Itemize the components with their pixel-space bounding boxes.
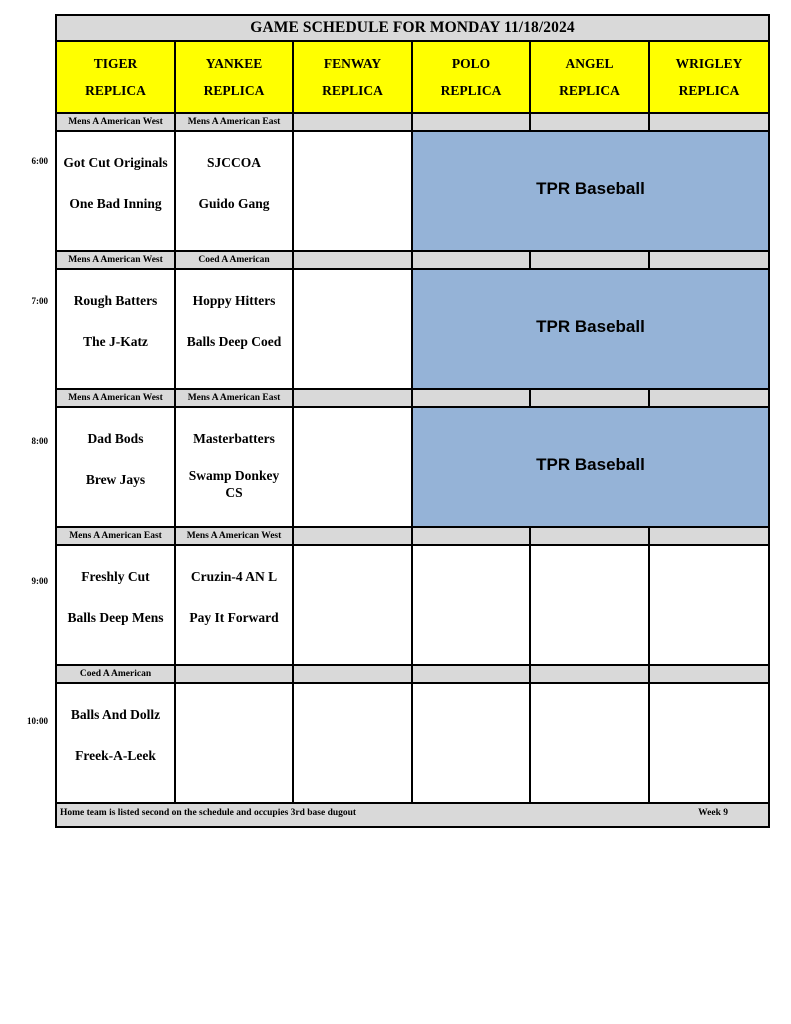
footer-row (56, 803, 769, 827)
empty-game-cell (412, 683, 530, 803)
division-empty (175, 665, 293, 683)
empty-game-cell (649, 683, 769, 803)
game-cell (175, 545, 293, 665)
division-label: Mens A American West (56, 389, 175, 407)
away-team: Hoppy Hitters (192, 293, 276, 308)
home-team: The J-Katz (83, 334, 148, 349)
division-label: Coed A American (56, 665, 175, 683)
empty-game-cell (412, 545, 530, 665)
away-team: Got Cut Originals (63, 155, 168, 170)
field-header-angel: ANGEL REPLICA (530, 41, 649, 113)
game-cell (56, 407, 175, 527)
division-row (56, 113, 769, 131)
reserved-block (412, 407, 769, 527)
home-team: Swamp Donkey CS (188, 468, 280, 500)
game-cell (56, 545, 175, 665)
division-empty (412, 665, 530, 683)
game-cell (56, 683, 175, 803)
division-label: Mens A American West (175, 527, 293, 545)
field-header-row (56, 41, 769, 113)
home-team: One Bad Inning (69, 196, 162, 211)
empty-game-cell (293, 269, 412, 389)
field-header-polo: POLO REPLICA (412, 41, 530, 113)
empty-game-cell (293, 407, 412, 527)
field-header-wrigley: WRIGLEY REPLICA (649, 41, 769, 113)
reserved-label: TPR Baseball (536, 179, 645, 198)
division-empty (412, 389, 530, 407)
game-cell (56, 269, 175, 389)
home-team: Balls Deep Mens (67, 610, 164, 625)
division-row (56, 665, 769, 683)
empty-game-cell (293, 545, 412, 665)
game-row (56, 545, 769, 665)
field-header-yankee: YANKEE REPLICA (175, 41, 293, 113)
week-label: Week 9 (698, 808, 728, 818)
division-empty (649, 389, 769, 407)
home-team: Guido Gang (198, 196, 270, 211)
empty-game-cell (530, 545, 649, 665)
empty-game-cell (293, 683, 412, 803)
division-label: Mens A American East (56, 527, 175, 545)
game-row (56, 407, 769, 527)
division-empty (649, 527, 769, 545)
schedule-title: GAME SCHEDULE FOR MONDAY 11/18/2024 (56, 15, 769, 41)
field-header-fenway: FENWAY REPLICA (293, 41, 412, 113)
division-empty (293, 113, 412, 131)
home-team-note: Home team is listed second on the schedule and occupies 3rd base dugout (60, 808, 357, 818)
time-label-9pm: 9:00 (31, 576, 48, 586)
time-label-7pm: 7:00 (31, 296, 48, 306)
division-empty (293, 389, 412, 407)
division-label: Mens A American East (175, 113, 293, 131)
empty-game-cell (175, 683, 293, 803)
home-team: Brew Jays (85, 472, 146, 487)
division-empty (530, 527, 649, 545)
time-label-6pm: 6:00 (31, 156, 48, 166)
empty-game-cell (530, 683, 649, 803)
division-label: Mens A American East (175, 389, 293, 407)
time-label-10pm: 10:00 (27, 716, 48, 726)
division-empty (649, 251, 769, 269)
away-team: Rough Batters (73, 293, 158, 308)
division-empty (530, 665, 649, 683)
division-empty (412, 251, 530, 269)
away-team: Freshly Cut (81, 569, 150, 584)
reserved-label: TPR Baseball (536, 317, 645, 336)
division-label: Mens A American West (56, 251, 175, 269)
field-header-tiger: TIGER REPLICA (56, 41, 175, 113)
game-row (56, 131, 769, 251)
reserved-label: TPR Baseball (536, 455, 645, 474)
division-empty (649, 665, 769, 683)
footer-cell (56, 803, 769, 827)
home-team: Balls Deep Coed (186, 334, 282, 349)
division-empty (412, 113, 530, 131)
empty-game-cell (649, 545, 769, 665)
division-empty (412, 527, 530, 545)
empty-game-cell (293, 131, 412, 251)
division-empty (293, 665, 412, 683)
division-empty (530, 389, 649, 407)
game-schedule-table (55, 14, 770, 828)
away-team: Balls And Dollz (70, 707, 161, 722)
division-row (56, 389, 769, 407)
division-label: Mens A American West (56, 113, 175, 131)
away-team: Masterbatters (193, 431, 275, 446)
game-row (56, 269, 769, 389)
reserved-block (412, 131, 769, 251)
division-empty (649, 113, 769, 131)
division-empty (293, 527, 412, 545)
division-empty (530, 251, 649, 269)
home-team: Freek-A-Leek (75, 748, 156, 763)
home-team: Pay It Forward (189, 610, 279, 625)
game-cell (175, 269, 293, 389)
division-empty (293, 251, 412, 269)
away-team: SJCCOA (206, 155, 261, 170)
game-cell (175, 131, 293, 251)
division-empty (530, 113, 649, 131)
title-row (56, 15, 769, 41)
division-label: Coed A American (175, 251, 293, 269)
division-row (56, 527, 769, 545)
time-label-8pm: 8:00 (31, 436, 48, 446)
game-cell (175, 407, 293, 527)
division-row (56, 251, 769, 269)
away-team: Cruzin-4 AN L (190, 569, 278, 584)
away-team: Dad Bods (87, 431, 144, 446)
game-cell (56, 131, 175, 251)
reserved-block (412, 269, 769, 389)
game-row (56, 683, 769, 803)
